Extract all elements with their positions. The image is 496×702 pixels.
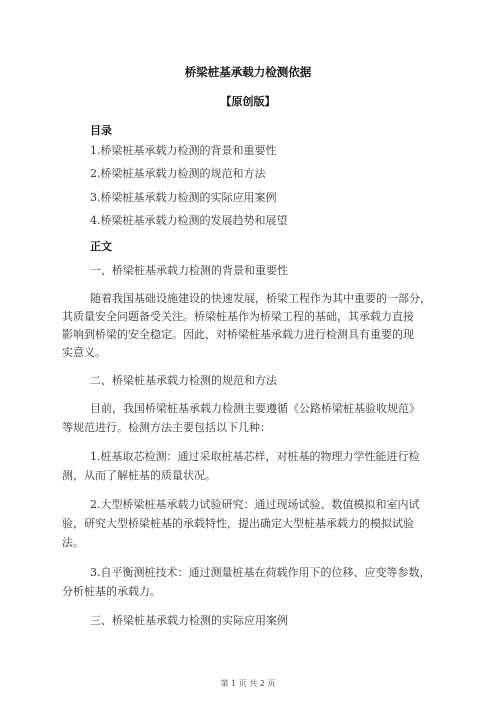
section-heading: 三、桥梁桩基承载力检测的实际应用案例 [90,614,288,627]
toc-item: 2.桥梁桩基承载力检测的规范和方法 [90,167,266,180]
list-item-line: 2.大型桥梁桩基承载力试验研究：通过现场试验、数值模拟和室内试 [90,498,420,511]
document-title: 桥梁桩基承载力检测依据 [184,65,312,79]
list-item-line: 验，研究大型桥梁桩基的承载特性，提出确定大型桩基承载力的模拟试验 [62,517,414,530]
document-subtitle: 【原创版】 [220,95,276,108]
list-item-line: 法。 [62,536,84,549]
list-item-line: 1.桩基取芯检测：通过采取桩基芯样，对桩基的物理力学性能进行检 [90,450,420,463]
paragraph-line: 其质量安全问题备受关注。桥梁桩基作为桥梁工程的基础，其承载力直接 [62,310,414,323]
toc-item: 1.桥梁桩基承载力检测的背景和重要性 [90,144,277,157]
body-heading: 正文 [90,240,112,253]
list-item-line: 3.自平衡测桩技术：通过测量桩基在荷载作用下的位移、应变等参数， [90,566,431,579]
paragraph-line: 实意义。 [62,346,106,359]
toc-item: 4.桥梁桩基承载力检测的发展趋势和展望 [90,214,288,227]
paragraph-line: 目前，我国桥梁桩基承载力检测主要遵循《公路桥梁桩基验收规范》 [90,402,420,415]
list-item-line: 测，从而了解桩基的质量状况。 [62,469,216,482]
paragraph-line: 等规范进行。检测方法主要包括以下几种： [62,421,271,434]
page-footer: 第 1 页 共 2 页 [220,679,276,688]
toc-item: 3.桥梁桩基承载力检测的实际应用案例 [90,191,277,204]
list-item-line: 分析桩基的承载力。 [62,585,161,598]
section-heading: 一、桥梁桩基承载力检测的背景和重要性 [90,264,288,277]
paragraph-line: 随着我国基础设施建设的快速发展，桥梁工程作为其中重要的一部分， [90,292,431,305]
toc-heading: 目录 [90,124,112,137]
section-heading: 二、桥梁桩基承载力检测的规范和方法 [90,374,277,387]
paragraph-line: 影响到桥梁的安全稳定。因此，对桥梁桩基承载力进行检测具有重要的现 [62,328,414,341]
